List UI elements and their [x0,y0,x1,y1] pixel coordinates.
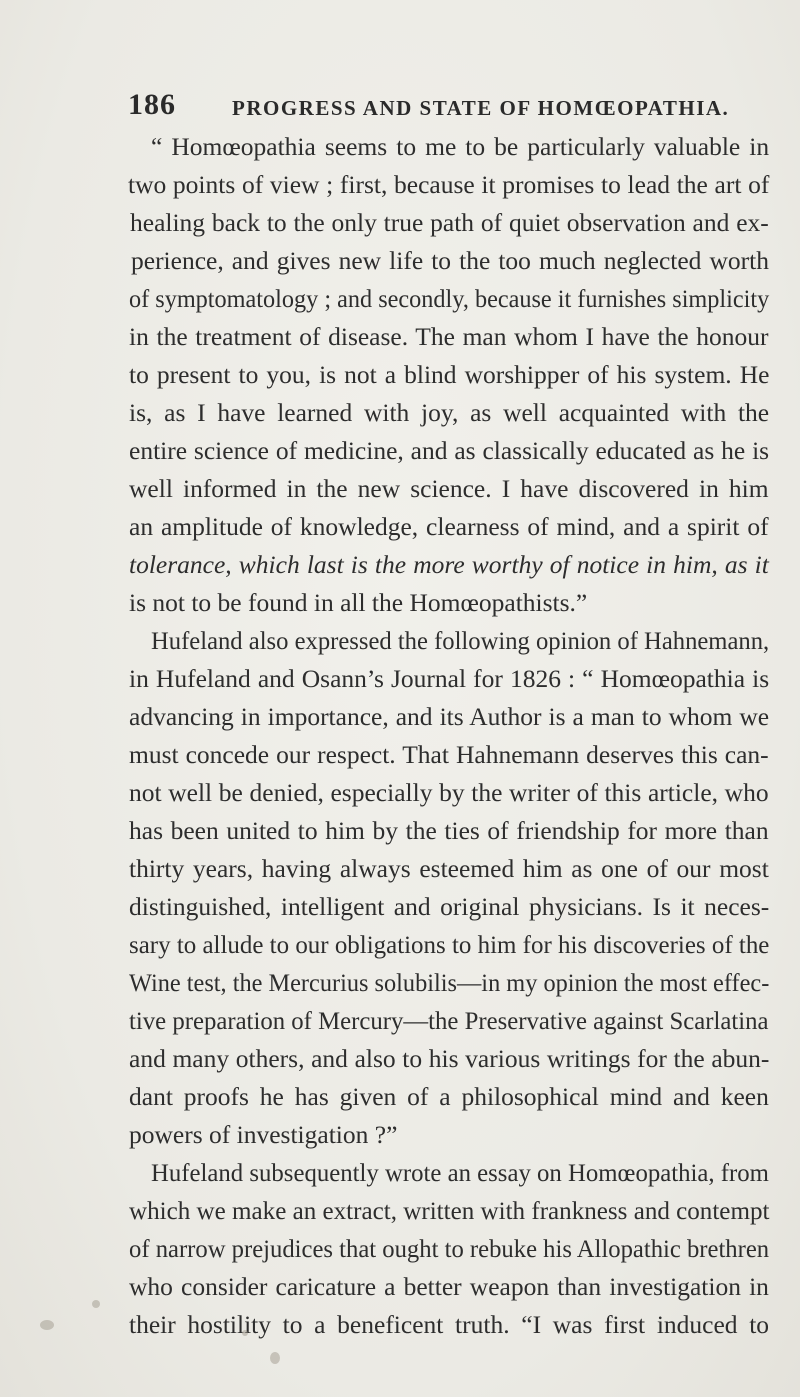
text-line: not well be denied, especially by the writer of this article, who [129,778,769,807]
text-line: distinguished, intelligent and original physicians. Is it neces- [129,892,770,921]
text-line: tive preparation of Mercury—the Preservative against Scarlatina [129,1006,769,1035]
text-line: Hufeland subsequently wrote an essay on Homœopathia, from [151,1158,769,1187]
text-line: Hufeland also expressed the following opinion of Hahnemann, [151,626,770,655]
text-line: to present to you, is not a blind worshipper of his system. He [129,360,770,389]
text-line: well informed in the new science. I have discovered in him [129,474,769,503]
text-line: Wine test, the Mercurius solubilis—in my opinion the most effec- [129,968,770,997]
text-line: of narrow prejudices that ought to rebuke his Allopathic brethren [129,1234,770,1263]
running-title: PROGRESS AND STATE OF HOMŒOPATHIA. [232,96,730,120]
text-line: tolerance, which last is the more worthy of notice in him, as it [129,550,769,579]
paper-speck [242,1330,248,1336]
text-line: entire science of medicine, and as classically educated as he is [129,436,770,465]
text-line: is not to be found in all the Homœopathists.” [129,588,588,617]
page-number: 186 [128,88,176,121]
text-line: is, as I have learned with joy, as well acquainted with the [129,398,770,427]
text-line: healing back to the only true path of quiet observation and ex- [130,208,769,237]
text-line: has been united to him by the ties of friendship for more than [129,816,769,845]
text-line: their hostility to a beneficent truth. “I was first induced to [129,1310,770,1339]
text-line: of symptomatology ; and secondly, because it furnishes simplicity [129,284,770,313]
text-line: perience, and gives new life to the too much neglected worth [131,246,769,275]
text-line: powers of investigation ?” [129,1120,398,1149]
text-line: thirty years, having always esteemed him as one of our most [129,854,769,883]
text-line: sary to allude to our obligations to him for his discoveries of the [129,930,770,959]
paper-speck [270,1352,280,1364]
text-line: who consider caricature a better weapon than investigation in [129,1272,769,1301]
text-line: and many others, and also to his various writings for the abun- [129,1044,770,1073]
text-line: dant proofs he has given of a philosophical mind and keen [129,1082,769,1111]
paper-speck [92,1300,100,1308]
text-line: must concede our respect. That Hahnemann deserves this can- [129,740,769,769]
text-line: advancing in importance, and its Author is a man to whom we [129,702,770,731]
text-line: “ Homœopathia seems to me to be particularly valuable in [151,132,770,161]
paper-speck [40,1320,54,1330]
text-line: in Hufeland and Osann’s Journal for 1826 : “ Homœopathia is [129,664,770,693]
text-line: in the treatment of disease. The man whom I have the honour [129,322,769,351]
running-head [128,88,768,128]
text-line: which we make an extract, written with frankness and contempt [129,1196,770,1225]
text-line: an amplitude of knowledge, clearness of mind, and a spirit of [129,512,769,541]
text-line: two points of view ; first, because it promises to lead the art of [128,170,770,199]
